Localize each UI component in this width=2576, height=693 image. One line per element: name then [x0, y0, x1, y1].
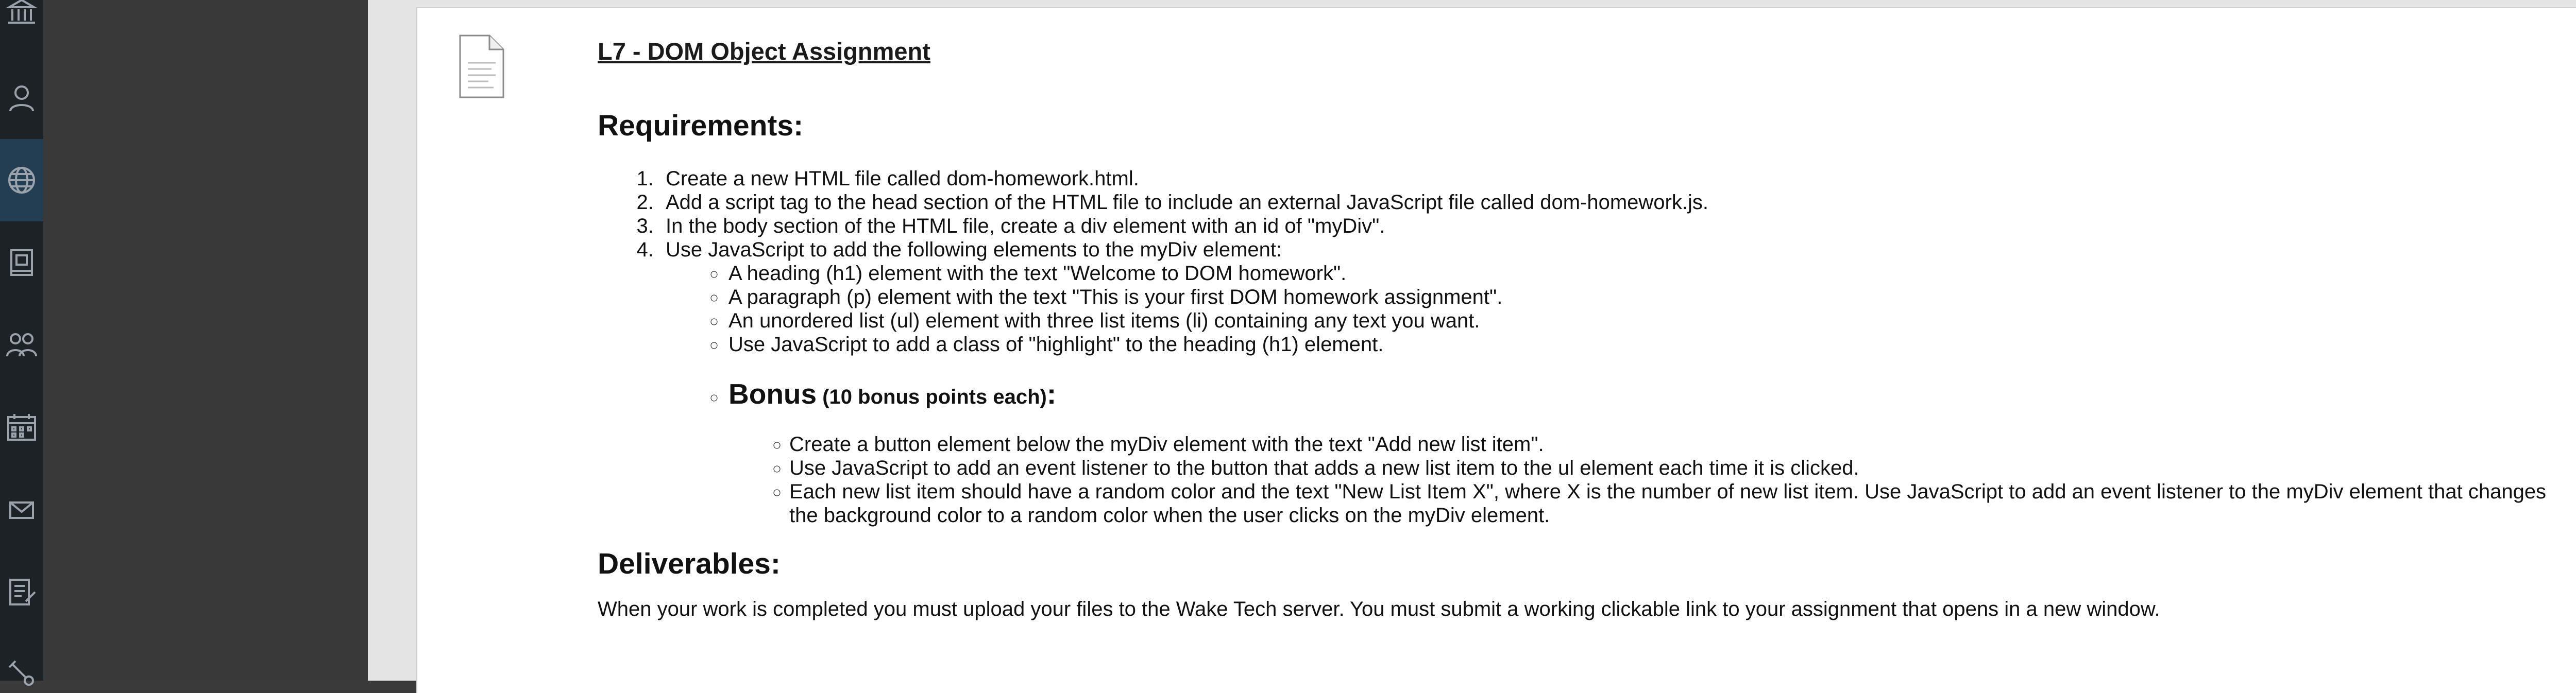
profile-icon[interactable] — [5, 81, 38, 114]
sub-requirements-list — [666, 262, 2566, 527]
bonus-list — [728, 432, 2566, 527]
calendar-icon[interactable] — [5, 411, 38, 444]
globe-icon[interactable] — [5, 164, 38, 197]
content-area — [368, 0, 2576, 681]
list-item: ◦ Each new list item should have a random color and the text "New List Item X", where X is the number of new list item. Use JavaScript to add an event listener to the myDiv element that changes the background color to a random color when the user clicks on the myDiv element. — [789, 480, 2566, 527]
requirements-list — [598, 167, 2566, 527]
list-item: ◦ A paragraph (p) element with the text "This is your first DOM homework assignment". — [726, 285, 2566, 309]
list-item: ◦ Use JavaScript to add a class of "highlight" to the heading (h1) element. — [726, 333, 2566, 356]
list-item: ◦ Use JavaScript to add an event listener to the button that adds a new list item to the ul element each time it is clicked. — [789, 456, 2566, 480]
bonus-colon: : — [1046, 377, 1057, 410]
requirements-heading: Requirements: — [598, 109, 804, 142]
book-icon[interactable] — [5, 246, 38, 279]
list-item: 2. Add a script tag to the head section of the HTML file to include an external JavaScript file called dom-homework.js. — [659, 190, 2566, 214]
bonus-section — [726, 377, 2566, 527]
messages-icon[interactable] — [5, 493, 38, 526]
bonus-points: (10 bonus points each) — [822, 385, 1047, 408]
item-body — [598, 37, 2566, 621]
list-item: 3. In the body section of the HTML file, create a div element with an id of "myDiv". — [659, 214, 2566, 238]
course-menu-panel — [43, 0, 368, 681]
bonus-heading — [728, 377, 1057, 410]
content-item-card — [416, 7, 2576, 693]
groups-icon[interactable] — [5, 328, 38, 361]
grades-icon[interactable] — [5, 576, 38, 609]
item-title-link[interactable]: L7 - DOM Object Assignment — [598, 38, 930, 65]
list-item-text: Use JavaScript to add the following elements to the myDiv element: — [666, 238, 1282, 261]
deliverables-text: When your work is completed you must upload your files to the Wake Tech server. You must submit a working clickable link to your assignment that opens in a new window. — [598, 598, 2160, 621]
institution-icon[interactable] — [5, 0, 38, 28]
document-icon — [459, 34, 505, 99]
bonus-title: Bonus — [728, 377, 817, 410]
list-item — [659, 238, 2566, 527]
list-item: ◦ An unordered list (ul) element with three list items (li) containing any text you want. — [726, 309, 2566, 333]
deliverables-heading: Deliverables: — [598, 547, 781, 580]
tools-icon[interactable] — [5, 657, 38, 690]
global-nav-rail — [0, 0, 43, 681]
list-item: ◦ Create a button element below the myDiv element with the text "Add new list item". — [789, 432, 2566, 456]
list-item: ◦ A heading (h1) element with the text "Welcome to DOM homework". — [726, 262, 2566, 285]
list-item: 1. Create a new HTML file called dom-homework.html. — [659, 167, 2566, 190]
